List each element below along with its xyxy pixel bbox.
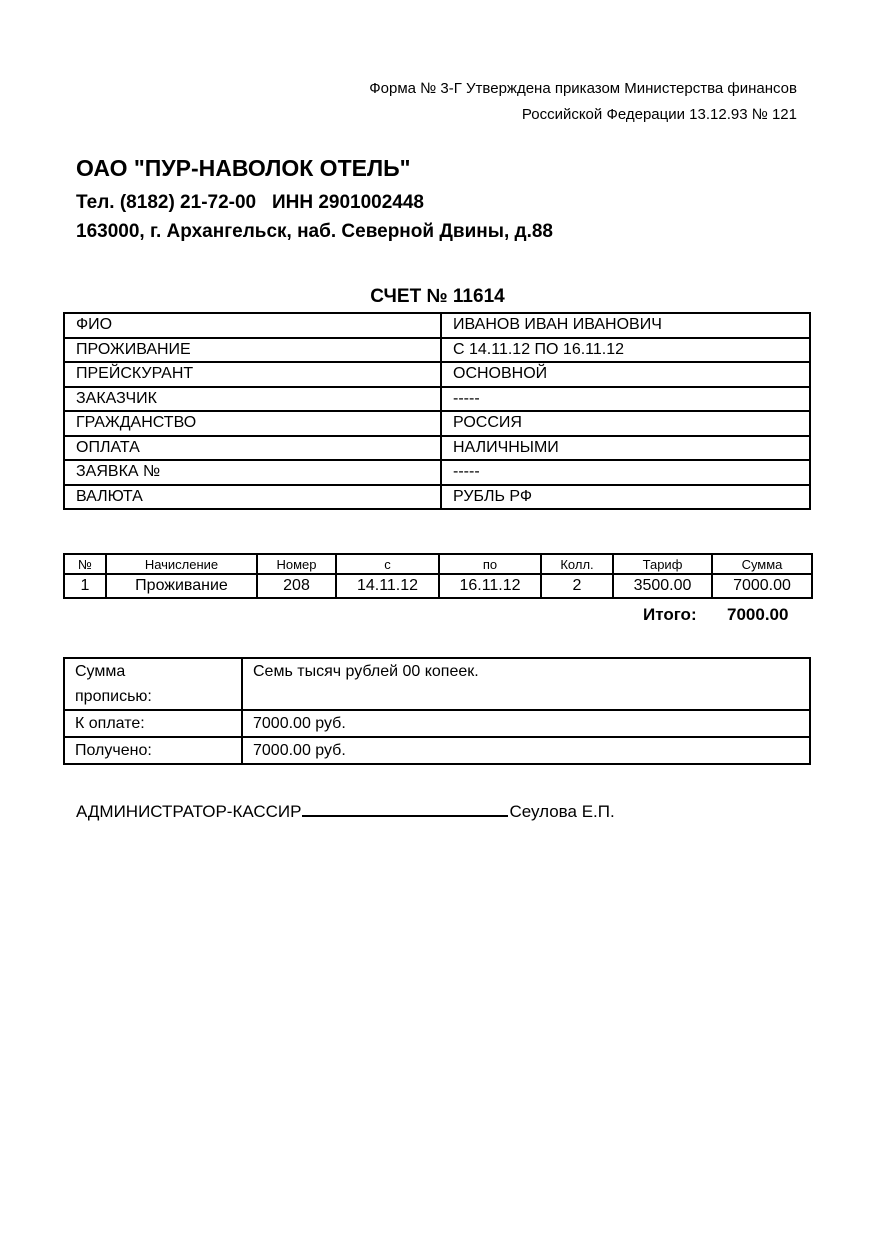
info-label: ПРОЖИВАНИЕ: [64, 338, 441, 363]
payment-row: [64, 710, 810, 737]
info-value: ИВАНОВ ИВАН ИВАНОВИЧ: [441, 313, 810, 338]
info-value: ОСНОВНОЙ: [441, 362, 810, 387]
info-label: ФИО: [64, 313, 441, 338]
info-value: С 14.11.12 ПО 16.11.12: [441, 338, 810, 363]
form-approval-note-line2: Российской Федерации 13.12.93 № 121: [521, 106, 797, 123]
guest-info-table: [63, 312, 811, 510]
info-row: [64, 460, 810, 485]
table-row: [64, 574, 812, 598]
amount-due-label: К оплате:: [64, 710, 242, 737]
amount-in-words-label: [64, 658, 242, 710]
cell-from: 14.11.12: [336, 574, 439, 598]
info-label: ВАЛЮТА: [64, 485, 441, 510]
info-row: [64, 411, 810, 436]
cell-charge: Проживание: [106, 574, 257, 598]
cell-rate: 3500.00: [613, 574, 712, 598]
table-header-row: [64, 554, 812, 574]
info-value: НАЛИЧНЫМИ: [441, 436, 810, 461]
amount-in-words-value: Семь тысяч рублей 00 копеек.: [242, 658, 810, 710]
column-header-sum: Сумма: [712, 554, 812, 574]
amount-in-words-label-line1: Сумма: [75, 663, 126, 680]
info-value: РОССИЯ: [441, 411, 810, 436]
column-header-quantity: Колл.: [541, 554, 613, 574]
column-header-from: с: [336, 554, 439, 574]
cell-sum: 7000.00: [712, 574, 812, 598]
info-value: -----: [441, 387, 810, 412]
organization-phone-inn: Тел. (8182) 21-72-00 ИНН 2901002448: [76, 192, 424, 213]
column-header-to: по: [439, 554, 541, 574]
signature-role: АДМИНИСТРАТОР-КАССИР: [76, 802, 302, 821]
organization-name: ОАО "ПУР-НАВОЛОК ОТЕЛЬ": [76, 155, 411, 181]
amount-in-words-label-line2: прописью:: [75, 688, 152, 705]
cell-number: 1: [64, 574, 106, 598]
column-header-rate: Тариф: [613, 554, 712, 574]
info-row: [64, 436, 810, 461]
signature-line: [302, 797, 508, 817]
info-row: [64, 362, 810, 387]
info-label: ПРЕЙСКУРАНТ: [64, 362, 441, 387]
column-header-charge: Начисление: [106, 554, 257, 574]
info-row: [64, 485, 810, 510]
info-row: [64, 338, 810, 363]
payment-table: [63, 657, 811, 765]
info-value: РУБЛЬ РФ: [441, 485, 810, 510]
info-value: -----: [441, 460, 810, 485]
payment-row: [64, 737, 810, 764]
amount-due-value: 7000.00 руб.: [242, 710, 810, 737]
cell-to: 16.11.12: [439, 574, 541, 598]
info-label: ОПЛАТА: [64, 436, 441, 461]
total-label: Итого:: [643, 605, 697, 624]
info-row: [64, 387, 810, 412]
column-header-number: №: [64, 554, 106, 574]
signature-block: [76, 797, 615, 822]
total-value: 7000.00: [727, 605, 789, 624]
info-label: ЗАЯВКА №: [64, 460, 441, 485]
amount-received-label: Получено:: [64, 737, 242, 764]
cell-room: 208: [257, 574, 336, 598]
organization-address: 163000, г. Архангельск, наб. Северной Двины, д.88: [76, 221, 553, 242]
invoice-title: СЧЕТ № 11614: [370, 286, 505, 307]
cell-quantity: 2: [541, 574, 613, 598]
form-approval-note-line1: Форма № 3-Г Утверждена приказом Министерства финансов: [369, 80, 797, 97]
info-label: ЗАКАЗЧИК: [64, 387, 441, 412]
amount-received-value: 7000.00 руб.: [242, 737, 810, 764]
info-label: ГРАЖДАНСТВО: [64, 411, 441, 436]
payment-row: [64, 658, 810, 710]
signature-name: Сеулова Е.П.: [509, 802, 615, 821]
charges-table: [63, 553, 813, 599]
column-header-room: Номер: [257, 554, 336, 574]
info-row: [64, 313, 810, 338]
